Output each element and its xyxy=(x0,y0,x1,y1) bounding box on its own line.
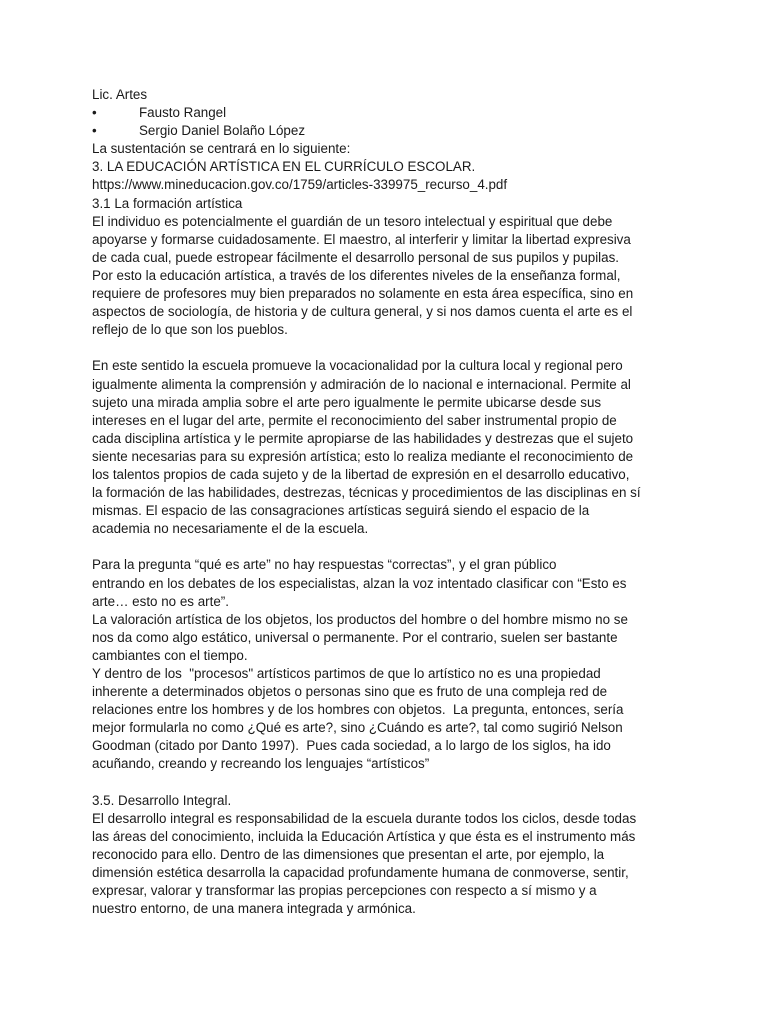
paragraph-line: los talentos propios de cada sujeto y de la libertad de expresión en el desarrollo educativo, xyxy=(92,466,630,482)
paragraph-line: academia no necesariamente el de la escuela. xyxy=(92,521,369,537)
paragraph-line: El individuo es potencialmente el guardián de un tesoro intelectual y espiritual que debe xyxy=(92,213,613,229)
paragraph-line: entrando en los debates de los especialistas, alzan la voz intentado clasificar con “Esto es xyxy=(92,575,627,591)
paragraph-line: La valoración artística de los objetos, los productos del hombre o del hombre mismo no se xyxy=(92,611,628,627)
paragraph xyxy=(92,810,692,919)
paragraph-line: mejor formularla no como ¿Qué es arte?, sino ¿Cuándo es arte?, tal como sugirió Nelson xyxy=(92,720,623,736)
paragraph-line: En este sentido la escuela promueve la vocacionalidad por la cultura local y regional pero xyxy=(92,358,623,374)
subsection-title: 3.5. Desarrollo Integral. xyxy=(92,792,232,808)
paragraph-line: Y dentro de los "procesos" artísticos partimos de que lo artístico no es una propiedad xyxy=(92,666,601,681)
subsection-title: 3.1 La formación artística xyxy=(92,195,243,211)
paragraph-line: igualmente alimenta la comprensión y admiración de lo nacional e internacional. Permite al xyxy=(92,376,631,392)
paragraph-line: mismas. El espacio de las consagraciones artísticas seguirá siendo el espacio de la xyxy=(92,503,590,519)
member-list-item xyxy=(92,122,692,140)
document-page xyxy=(92,86,692,918)
paragraph-line: Goodman (citado por Danto 1997). Pues cada sociedad, a lo largo de los siglos, ha ido xyxy=(92,738,611,754)
paragraph-line: nos da como algo estático, universal o permanente. Por el contrario, suelen ser bastante xyxy=(92,629,618,645)
paragraph xyxy=(92,357,692,538)
source-url: https://www.mineducacion.gov.co/1759/articles-339975_recurso_4.pdf xyxy=(92,177,508,193)
paragraph-line: Para la pregunta “qué es arte” no hay respuestas “correctas”, y el gran público xyxy=(92,557,557,573)
paragraph-line: de cada cual, puede estropear fácilmente el desarrollo personal de sus pupilos y pupilas. xyxy=(92,249,620,265)
paragraph-line: aspectos de sociología, de historia y de cultura general, y si nos damos cuenta el arte es el xyxy=(92,304,633,320)
paragraph-line: arte… esto no es arte”. xyxy=(92,593,229,609)
paragraph-spacer xyxy=(92,774,692,792)
bullet-icon: • xyxy=(92,123,97,139)
paragraph-line: nuestro entorno, de una manera integrada y armónica. xyxy=(92,901,416,917)
paragraph-line: sujeto una mirada amplia sobre el arte pero igualmente le permite ubicarse desde sus xyxy=(92,394,602,410)
paragraph-line: Por esto la educación artística, a través de los diferentes niveles de la enseñanza formal, xyxy=(92,267,621,283)
paragraph-line: expresar, valorar y transformar las propias percepciones con respecto a sí mismo y a xyxy=(92,883,597,899)
paragraph-line: las áreas del conocimiento, incluida la Educación Artística y que ésta es el instrumento más xyxy=(92,828,636,844)
member-list-item xyxy=(92,104,692,122)
member-name: Fausto Rangel xyxy=(139,105,227,121)
paragraph xyxy=(92,556,692,773)
paragraph-line: apoyarse y formarse cuidadosamente. El maestro, al interferir y limitar la libertad expresiva xyxy=(92,231,631,247)
member-name: Sergio Daniel Bolaño López xyxy=(139,123,306,139)
paragraph-line: reflejo de lo que son los pueblos. xyxy=(92,322,288,338)
paragraph-line: cambiantes con el tiempo. xyxy=(92,647,248,663)
bullet-icon: • xyxy=(92,105,97,121)
paragraph-line: reconocido para ello. Dentro de las dimensiones que presentan el arte, por ejemplo, la xyxy=(92,846,605,862)
paragraph-line: El desarrollo integral es responsabilidad de la escuela durante todos los ciclos, desde todas xyxy=(92,810,637,826)
paragraph-line: inherente a determinados objetos o personas sino que es fruto de una compleja red de xyxy=(92,684,608,700)
paragraph xyxy=(92,213,692,340)
section-title: 3. LA EDUCACIÓN ARTÍSTICA EN EL CURRÍCULO ESCOLAR. xyxy=(92,159,476,175)
paragraph-line: siente necesarias para su expresión artística; esto lo realiza mediante el reconocimiento de xyxy=(92,448,634,464)
paragraph-line: requiere de profesores muy bien preparados no solamente en esta área específica, sino en xyxy=(92,286,634,302)
paragraph-line: la formación de las habilidades, destrezas, técnicas y procedimientos de las disciplinas en sí xyxy=(92,485,641,501)
paragraph-spacer xyxy=(92,339,692,357)
paragraph-line: acuñando, creando y recreando los lenguajes “artísticos” xyxy=(92,756,430,772)
program-label: Lic. Artes xyxy=(92,87,148,102)
intro-text: La sustentación se centrará en lo siguiente: xyxy=(92,141,351,157)
paragraph-spacer xyxy=(92,538,692,556)
paragraph-line: intereses en el lugar del arte, permite el reconocimiento del saber instrumental propio de xyxy=(92,412,617,428)
paragraph-line: relaciones entre los hombres y de los hombres con objetos. La pregunta, entonces, sería xyxy=(92,702,624,718)
paragraph-line: cada disciplina artística y le permite apropiarse de las habilidades y destrezas que el sujeto xyxy=(92,430,634,446)
paragraph-line: dimensión estética desarrolla la capacidad profundamente humana de conmoverse, sentir, xyxy=(92,865,629,881)
